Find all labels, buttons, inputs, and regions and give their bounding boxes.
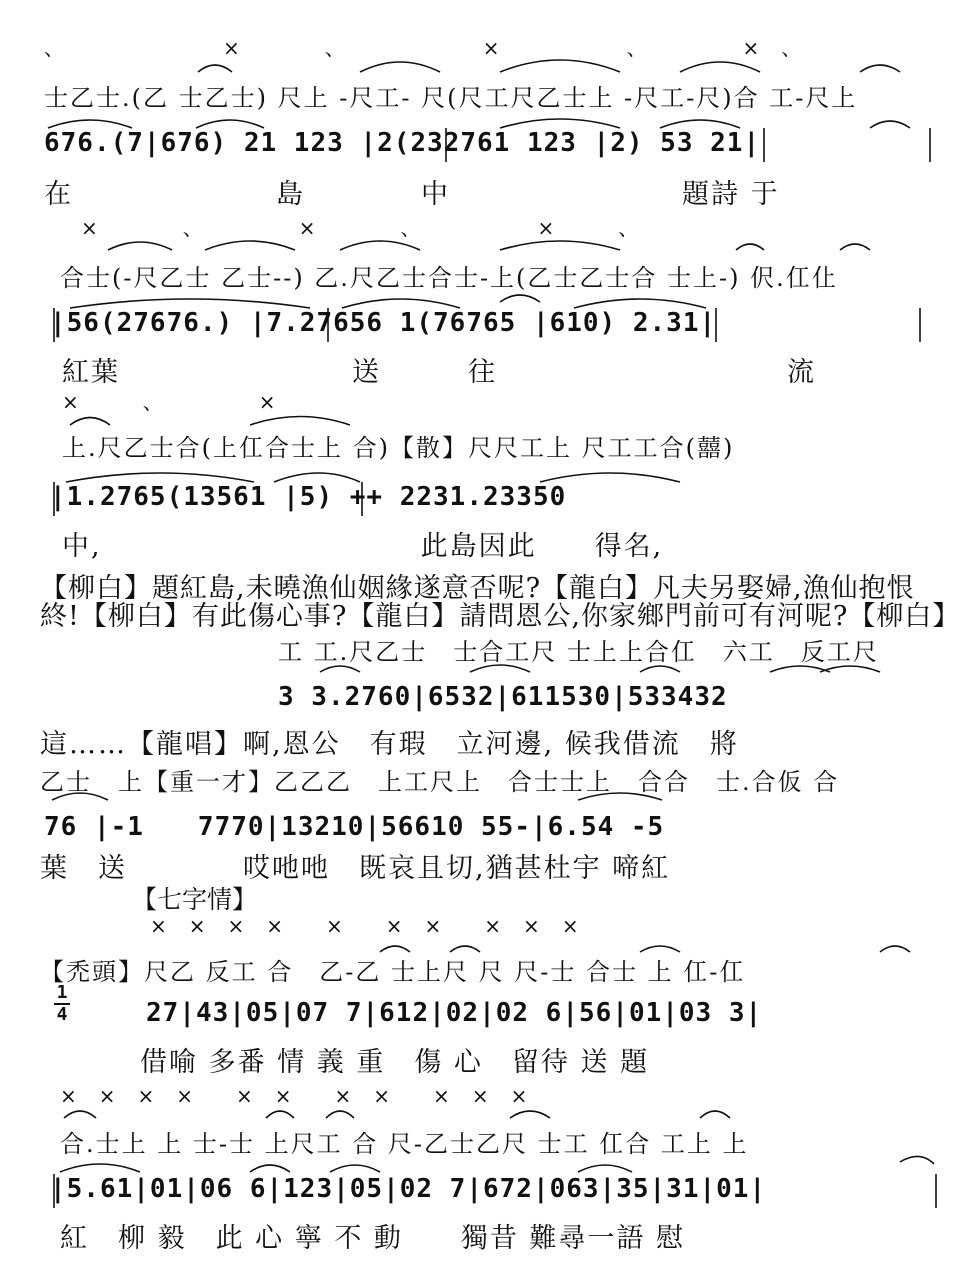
ornament-marks-1: 、 × 、 × 、 × 、 <box>44 36 803 60</box>
ornament-marks-2: × 、 × 、 × 、 <box>60 216 640 240</box>
slur <box>450 946 480 952</box>
gongche-line-1: 士乙士.(乙 士乙士) 尺上 -尺工- 尺(尺工尺乙士上 -尺工-尺)合 工-尺上 <box>44 84 858 112</box>
slur <box>700 1111 730 1118</box>
slur <box>880 946 910 952</box>
slur <box>274 473 360 482</box>
slur <box>342 299 460 308</box>
jianpu-line-7: |5.61|01|06 6|123|05|02 7|672|063|35|31|01| <box>50 1174 767 1204</box>
slur <box>380 946 410 952</box>
dialogue-line-2: 終!【柳白】有此傷心事?【龍白】請問恩公,你家鄉門前可有河呢?【柳白】 <box>40 601 961 632</box>
gongche-line-2: 合士(-尺乙士 乙士--) 乙.尺乙士合士-上(乙士乙士合 士上-) 伬.仜仩 <box>60 264 838 292</box>
gongche-line-5: 乙士 上【重一才】乙乙乙 上工尺上 合士士上 合合 士.合仮 合 <box>40 768 840 796</box>
slur <box>196 120 264 128</box>
gongche-line-3: 上.尺乙士合(上仜合士上 合)【散】尺尺工上 尺工工合(囍) <box>62 434 735 462</box>
slur <box>326 1111 354 1118</box>
slur <box>360 62 440 72</box>
jianpu-line-1: 676.(7|676) 21 123 |2(232761 123 |2) 53 21| <box>44 128 761 158</box>
slur <box>510 1111 550 1118</box>
slur <box>900 1156 934 1164</box>
slur <box>205 241 295 250</box>
slur <box>470 665 530 672</box>
slur <box>330 1165 380 1172</box>
slur <box>250 417 350 426</box>
jianpu-line-4: 3 3.2760|6532|611530|533432 <box>278 682 728 712</box>
slur <box>250 1165 290 1172</box>
slur <box>500 60 620 72</box>
time-signature-bottom: 4 <box>56 1004 68 1025</box>
slur <box>266 1111 294 1118</box>
slur <box>840 244 870 250</box>
slur <box>500 119 620 128</box>
lyric-line-7: 紅 柳 毅 此 心 寧 不 動 獨昔 難尋一語 慰 <box>60 1223 686 1254</box>
slur <box>640 666 680 672</box>
slur <box>500 295 540 302</box>
slur <box>108 242 172 250</box>
ornament-marks-3: × 、 × <box>62 390 277 414</box>
slur <box>578 793 662 800</box>
slur <box>340 241 420 250</box>
slur <box>870 121 910 128</box>
ornament-marks-7: × × × × × × × × × × × <box>60 1084 529 1108</box>
lyric-line-1: 在 島 中 題詩 于 <box>44 179 780 210</box>
jianpu-line-6: 27|43|05|07 7|612|02|02 6|56|01|03 3| <box>146 998 763 1028</box>
slur <box>660 120 740 128</box>
slur <box>70 418 110 426</box>
slur <box>574 299 706 308</box>
lyric-line-5: 葉 送 哎吔吔 既哀且切,猶甚杜宇 啼紅 <box>40 853 671 884</box>
slur <box>64 1111 96 1118</box>
slur <box>66 473 254 482</box>
gongche-line-7: 合.士上 上 士-士 上尺工 合 尺-乙士乙尺 士工 仜合 工上 上 <box>60 1130 749 1158</box>
dialogue-line-1: 【柳白】題紅島,未曉漁仙姻緣遂意否呢?【龍白】凡夫另娶婦,漁仙抱恨 <box>40 573 915 604</box>
lyric-line-6: 借喻 多番 情 義 重 傷 心 留待 送 題 <box>140 1047 650 1078</box>
slur <box>48 120 132 128</box>
lyric-line-3: 中, 此島因此 得名, <box>62 531 664 562</box>
slur <box>52 793 108 800</box>
slur <box>736 244 764 250</box>
slur <box>640 946 680 952</box>
slur <box>60 1164 140 1172</box>
slur <box>198 65 232 72</box>
slur <box>70 299 310 308</box>
slur <box>320 666 360 672</box>
gongche-line-4: 工 工.尺乙士 士合工尺 士上上合仜 六工 反工尺 <box>278 638 879 666</box>
slur <box>680 62 760 72</box>
jianpu-line-2: |56(27676.) |7.27656 1(76765 |610) 2.31| <box>50 308 717 338</box>
gongche-line-6: 【禿頭】尺乙 反工 合 乙-乙 士上尺 尺 尺-士 合士 上 仜-仜 <box>40 958 746 986</box>
slur <box>860 65 900 72</box>
slur <box>540 473 680 482</box>
slur <box>578 1165 632 1172</box>
lyric-line-2: 紅葉 送 往 流 <box>62 357 816 388</box>
lyric-line-4: 這……【龍唱】啊,恩公 有瑕 立河邊, 候我借流 將 <box>40 729 739 760</box>
jianpu-line-5: 76 |-1 7770|13210|56610 55-|6.54 -5 <box>44 812 665 842</box>
slur <box>500 241 620 250</box>
section-title: 【七字情】 <box>132 885 258 914</box>
time-signature-top: 1 <box>56 982 68 1003</box>
jianpu-line-3: |1.2765(13561 |5) ++ 2231.23350 <box>50 482 567 512</box>
ornament-marks-6: × × × × × × × × × × <box>150 914 580 938</box>
